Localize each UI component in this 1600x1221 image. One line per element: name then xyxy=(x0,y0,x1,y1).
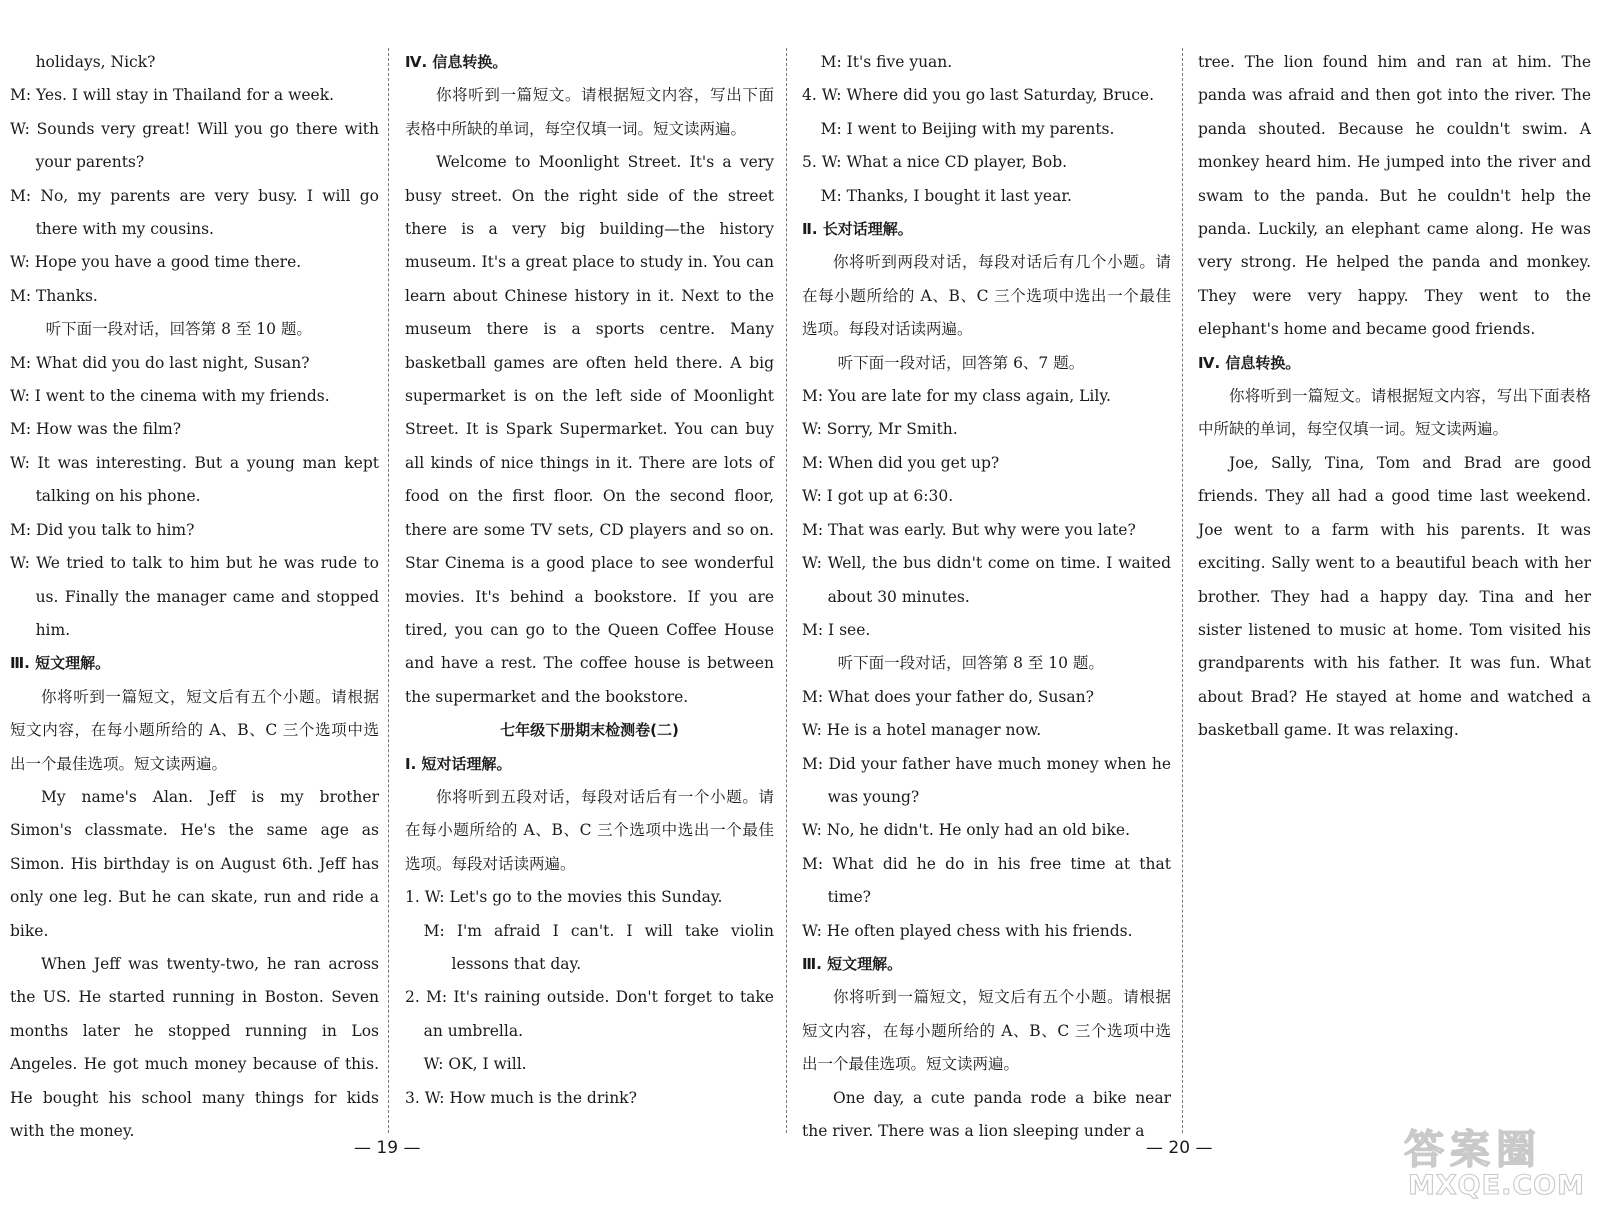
page-number-right: — 20 — xyxy=(1146,1138,1213,1158)
column-1 xyxy=(10,46,379,1148)
dialogue-line: 3. W: How much is the drink? xyxy=(405,1088,637,1107)
column-3 xyxy=(802,46,1171,1148)
column-3-body xyxy=(802,46,1171,1148)
dialogue-line: M: Thanks. xyxy=(10,286,98,305)
column-divider xyxy=(1182,48,1183,1133)
dialogue-line: M: Yes. I will stay in Thailand for a week. xyxy=(10,86,335,105)
column-2-body xyxy=(405,46,774,1115)
dialogue-line: M: Thanks, I bought it last year. xyxy=(820,186,1072,205)
column-divider xyxy=(786,48,787,1133)
dialogue-line: W: Hope you have a good time there. xyxy=(10,253,302,272)
column-2 xyxy=(405,46,774,1115)
dialogue-line: M: What did he do in his free time at that time? xyxy=(802,854,1171,907)
dialogue-line: M: You are late for my class again, Lily. xyxy=(802,387,1111,406)
text-paragraph: When Jeff was twenty-two, he ran across the US. He started running in Boston. Seven months later he stopped running in Los Angeles. He got much money because of this. He bought his school many things for kids with the money. xyxy=(10,954,379,1140)
text-line: holidays, Nick? xyxy=(35,53,156,71)
column-4 xyxy=(1198,46,1591,748)
dialogue-line: M: No, my parents are very busy. I will go there with my cousins. xyxy=(10,186,379,239)
dialogue-line: M: That was early. But why were you late? xyxy=(802,520,1136,539)
text-paragraph: My name's Alan. Jeff is my brother Simon's classmate. He's the same age as Simon. His birthday is on August 6th. Jeff has only one leg. But he can skate, run and ride a bike. xyxy=(10,787,379,940)
text-paragraph: Joe, Sally, Tina, Tom and Brad are good friends. They all had a good time last weekend. Joe went to a farm with his parents. It was exciting. Sally went to a beautiful beach with her brother. They had a happy day. Tina and her sister listened to music at home. Tom visited his grandparents with his father. It was fun. What about Brad? He stayed at home and watched a basketball game. It was relaxing. xyxy=(1198,453,1591,740)
text-paragraph: 听下面一段对话，回答第 8 至 10 题。 xyxy=(45,320,312,339)
section-heading: Ⅳ. 信息转换。 xyxy=(405,53,508,71)
dialogue-line: M: What does your father do, Susan? xyxy=(802,687,1094,706)
section-heading: Ⅳ. 信息转换。 xyxy=(1198,353,1301,372)
dialogue-line: W: I went to the cinema with my friends. xyxy=(10,387,330,406)
text-paragraph: 听下面一段对话，回答第 6、7 题。 xyxy=(837,353,1085,372)
dialogue-line: 4. W: Where did you go last Saturday, Bruce. xyxy=(802,86,1155,105)
dialogue-line: M: What did you do last night, Susan? xyxy=(10,353,310,372)
dialogue-line: W: Sounds very great! Will you go there with your parents? xyxy=(10,119,379,172)
dialogue-line: W: OK, I will. xyxy=(423,1055,527,1074)
text-paragraph: 你将听到五段对话，每段对话后有一个小题。请在每小题所给的 A、B、C 三个选项中选出一个最佳选项。每段对话读两遍。 xyxy=(405,787,774,873)
dialogue-line: W: No, he didn't. He only had an old bike. xyxy=(802,821,1130,840)
dialogue-line: M: I'm afraid I can't. I will take violin lessons that day. xyxy=(423,921,774,973)
dialogue-line: W: It was interesting. But a young man kept talking on his phone. xyxy=(10,453,379,506)
dialogue-line: M: How was the film? xyxy=(10,420,182,439)
dialogue-line: M: I see. xyxy=(802,620,871,639)
text-paragraph: 你将听到一篇短文，短文后有五个小题。请根据短文内容，在每小题所给的 A、B、C 三个选项中选出一个最佳选项。短文读两遍。 xyxy=(802,988,1171,1074)
text-paragraph: 你将听到一篇短文，短文后有五个小题。请根据短文内容，在每小题所给的 A、B、C 三个选项中选出一个最佳选项。短文读两遍。 xyxy=(10,687,379,773)
text-paragraph: 你将听到两段对话，每段对话后有几个小题。请在每小题所给的 A、B、C 三个选项中选出一个最佳选项。每段对话读两遍。 xyxy=(802,253,1171,339)
dialogue-line: M: I went to Beijing with my parents. xyxy=(820,119,1115,138)
dialogue-line: W: He is a hotel manager now. xyxy=(802,721,1042,740)
section-heading: Ⅰ. 短对话理解。 xyxy=(405,754,512,773)
dialogue-line: M: It's five yuan. xyxy=(820,53,953,71)
dialogue-line: W: We tried to talk to him but he was rude to us. Finally the manager came and stopped him. xyxy=(10,554,379,639)
text-paragraph: Welcome to Moonlight Street. It's a very busy street. On the right side of the street there is a very big building—the history museum. It's a great place to study in. You can learn about Chinese history in it. Next to the museum there is a sports centre. Many basketball games are often held there. A big supermarket is on the left side of Moonlight Street. It is Spark Supermarket. You can buy all kinds of nice things in it. There are lots of food on the first floor. On the second floor, there are some TV sets, CD players and so on. Star Cinema is a good place to see wonderful movies. It's behind a bookstore. If you are tired, you can go to the Queen Coffee House and have a rest. The coffee house is between the supermarket and the bookstore. xyxy=(405,153,774,706)
watermark-text: 答案圈 xyxy=(1404,1126,1542,1173)
dialogue-line: M: Did you talk to him? xyxy=(10,520,195,539)
column-divider xyxy=(388,48,389,1133)
dialogue-line: M: Did your father have much money when he was young? xyxy=(802,754,1171,806)
section-heading: Ⅲ. 短文理解。 xyxy=(10,654,111,673)
watermark-logo xyxy=(1404,1118,1585,1208)
dialogue-line: W: Well, the bus didn't come on time. I waited about 30 minutes. xyxy=(802,554,1171,606)
dialogue-line: W: He often played chess with his friends. xyxy=(802,921,1133,940)
dialogue-line: W: Sorry, Mr Smith. xyxy=(802,420,958,439)
column-1-body xyxy=(10,113,379,1149)
text-paragraph: tree. The lion found him and ran at him. The panda was afraid and then got into the river. The panda shouted. Because he couldn't swim. A monkey heard him. He jumped into the river and swam to the panda. But he couldn't help the panda. Luckily, an elephant came along. He was very strong. He helped the panda and monkey. They were very happy. They went to the elephant's home and became good friends. xyxy=(1198,53,1591,339)
dialogue-line: M: When did you get up? xyxy=(802,453,1000,472)
dialogue-line: 1. W: Let's go to the movies this Sunday. xyxy=(405,888,723,907)
dialogue-line: W: I got up at 6:30. xyxy=(802,487,954,506)
test-title: 七年级下册期末检测卷(二) xyxy=(500,721,679,740)
dialogue-line: 2. M: It's raining outside. Don't forget to take an umbrella. xyxy=(405,988,774,1040)
dialogue-line: 5. W: What a nice CD player, Bob. xyxy=(802,153,1068,172)
watermark-url: MXQE.COM xyxy=(1408,1170,1585,1201)
section-heading: Ⅲ. 短文理解。 xyxy=(802,954,903,973)
section-heading: Ⅱ. 长对话理解。 xyxy=(802,220,913,239)
page-number-left: — 19 — xyxy=(354,1138,421,1158)
column-4-body xyxy=(1198,46,1591,748)
text-paragraph: 你将听到一篇短文。请根据短文内容，写出下面表格中所缺的单词，每空仅填一词。短文读两遍。 xyxy=(1198,387,1591,439)
text-paragraph: 你将听到一篇短文。请根据短文内容，写出下面表格中所缺的单词，每空仅填一词。短文读两遍。 xyxy=(405,86,774,138)
text-paragraph: One day, a cute panda rode a bike near the river. There was a lion sleeping under a xyxy=(802,1088,1171,1140)
text-paragraph: 听下面一段对话，回答第 8 至 10 题。 xyxy=(837,654,1104,673)
